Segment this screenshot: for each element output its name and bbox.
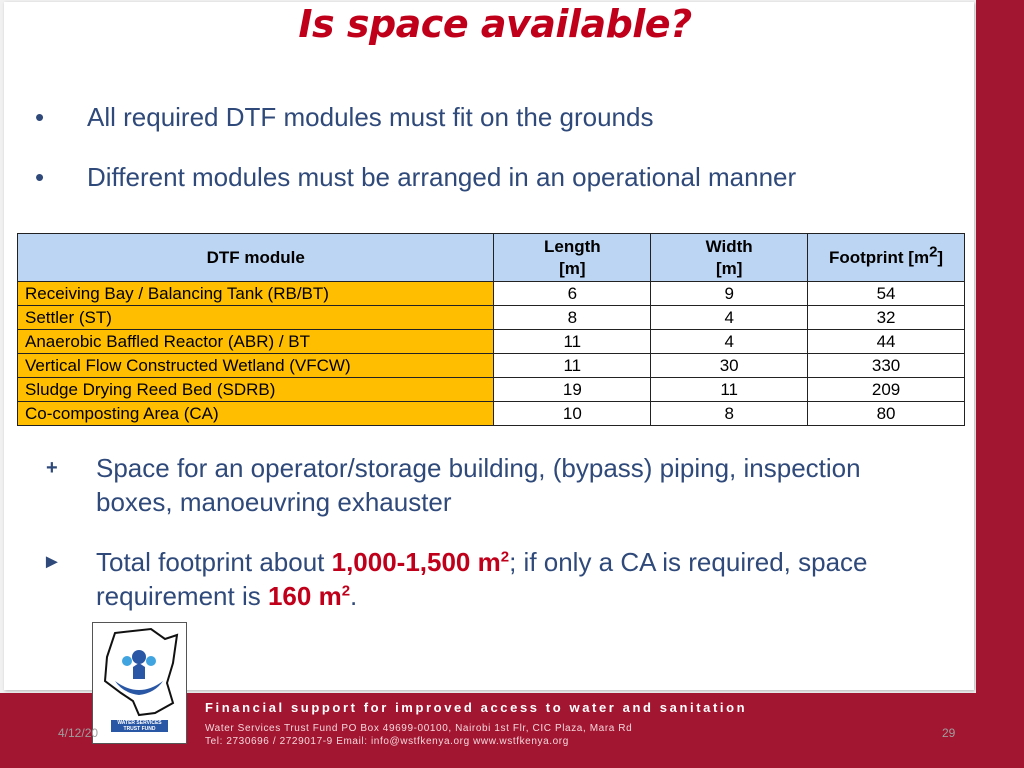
- width-cell: 9: [651, 282, 808, 306]
- table-row: [18, 402, 965, 426]
- module-name-cell: Sludge Drying Reed Bed (SDRB): [18, 378, 494, 402]
- header-footprint: [808, 234, 965, 282]
- header-length-unit: [m]: [559, 258, 586, 278]
- table-row: [18, 282, 965, 306]
- table-row: [18, 330, 965, 354]
- bullet-dot-icon: •: [35, 162, 45, 192]
- footprint-cell: 32: [808, 306, 965, 330]
- kenya-map-icon: [93, 623, 186, 719]
- ca-footprint-value: [268, 581, 350, 611]
- module-name-cell: Receiving Bay / Balancing Tank (RB/BT): [18, 282, 494, 306]
- dtf-module-table: [17, 233, 965, 426]
- footer-contact-line: Tel: 2730696 / 2729017-9 Email: info@wstfkenya.org www.wstfkenya.org: [205, 736, 569, 747]
- total-footprint-value: [332, 547, 509, 577]
- width-cell: 8: [651, 402, 808, 426]
- length-cell: 10: [494, 402, 651, 426]
- footprint-cell: 209: [808, 378, 965, 402]
- plus-icon: +: [46, 457, 58, 479]
- header-width: [651, 234, 808, 282]
- width-cell: 4: [651, 330, 808, 354]
- table-row: [18, 378, 965, 402]
- module-name-cell: Anaerobic Baffled Reactor (ABR) / BT: [18, 330, 494, 354]
- header-footprint-end: ]: [937, 247, 944, 267]
- note-total-text: [96, 545, 942, 613]
- header-footprint-label: Footprint [m: [828, 247, 930, 267]
- footprint-cell: 330: [808, 354, 965, 378]
- slide-page-number: 29: [942, 726, 956, 740]
- total-text-c: ; if only a CA is required, space requirement is: [96, 547, 868, 611]
- bullet-text: All required DTF modules must fit on the grounds: [87, 102, 654, 132]
- table-row: [18, 354, 965, 378]
- module-name-cell: Vertical Flow Constructed Wetland (VFCW): [18, 354, 494, 378]
- logo-badge-line1: WATER SERVICES: [117, 720, 162, 726]
- width-cell: 11: [651, 378, 808, 402]
- wstf-logo: [92, 622, 187, 744]
- bullet-dot-icon: •: [35, 102, 45, 132]
- table-header-row: [18, 234, 965, 282]
- footprint-cell: 54: [808, 282, 965, 306]
- length-cell: 11: [494, 330, 651, 354]
- logo-badge: [111, 720, 168, 732]
- footprint-cell: 44: [808, 330, 965, 354]
- total-footprint-sup: 2: [500, 548, 510, 566]
- total-text-a: Total footprint about: [96, 547, 332, 577]
- ca-footprint-sup: 2: [341, 582, 351, 600]
- footprint-cell: 80: [808, 402, 965, 426]
- slide-date: 4/12/20: [58, 726, 99, 740]
- length-cell: 19: [494, 378, 651, 402]
- note-plus-text: Space for an operator/storage building, (bypass) piping, inspection boxes, manoeuvring exhauster: [96, 453, 861, 517]
- right-accent-band: [976, 0, 1024, 700]
- header-length-label: Length: [543, 236, 601, 256]
- bullet-text: Different modules must be arranged in an operational manner: [87, 162, 797, 192]
- slide-title: Is space available?: [298, 2, 692, 46]
- header-footprint-sup: 2: [929, 242, 938, 260]
- arrow-right-icon: ►: [42, 551, 62, 573]
- length-cell: 11: [494, 354, 651, 378]
- module-name-cell: Settler (ST): [18, 306, 494, 330]
- ca-footprint-number: 160 m: [267, 581, 342, 611]
- header-length: [494, 234, 651, 282]
- width-cell: 30: [651, 354, 808, 378]
- total-text-e: .: [350, 581, 358, 611]
- length-cell: 6: [494, 282, 651, 306]
- table-row: [18, 306, 965, 330]
- header-width-label: Width: [705, 236, 753, 256]
- total-footprint-number: 1,000-1,500 m: [331, 547, 501, 577]
- module-name-cell: Co-composting Area (CA): [18, 402, 494, 426]
- length-cell: 8: [494, 306, 651, 330]
- header-module: DTF module: [18, 234, 494, 282]
- footer-address-line: Water Services Trust Fund PO Box 49699-00100, Nairobi 1st Flr, CIC Plaza, Mara Rd: [205, 723, 633, 734]
- footer-tagline: Financial support for improved access to water and sanitation: [205, 700, 748, 715]
- logo-badge-line2: TRUST FUND: [123, 726, 156, 732]
- width-cell: 4: [651, 306, 808, 330]
- header-width-unit: [m]: [715, 258, 743, 278]
